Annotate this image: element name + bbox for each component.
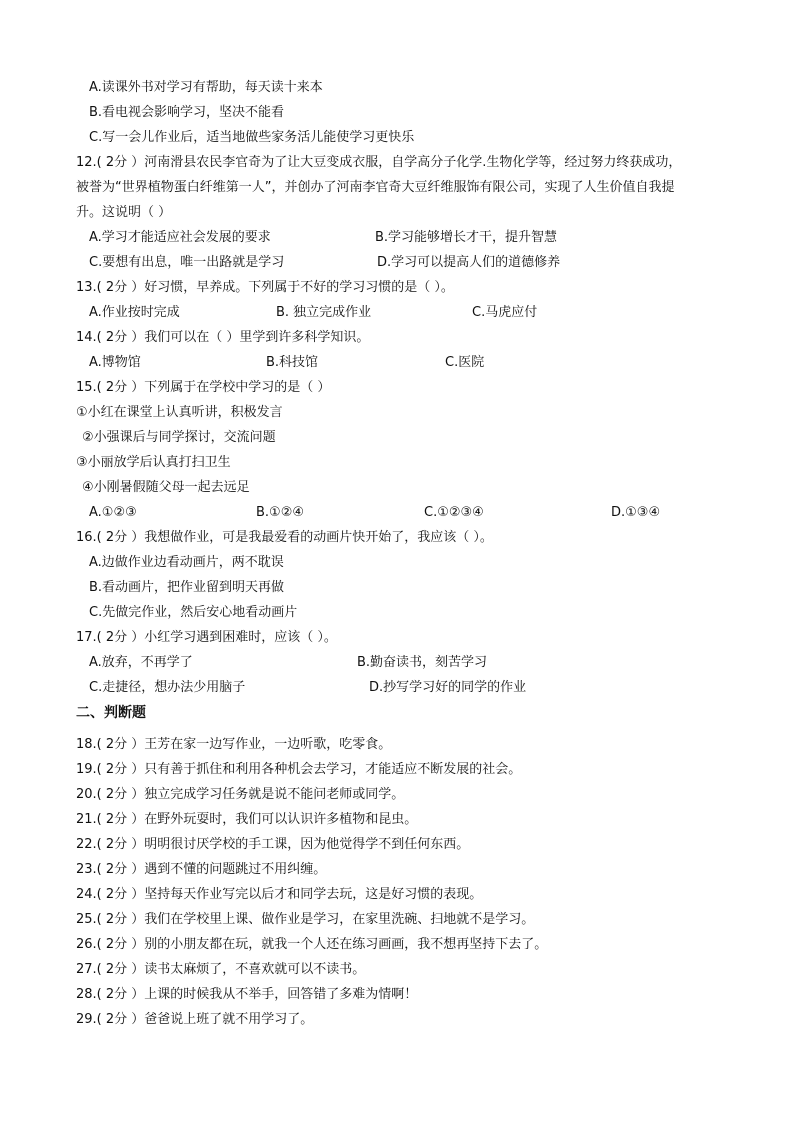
q16-option-b: B.看动画片，把作业留到明天再做 [89,580,285,595]
q14-option-c: C.医院 [445,355,485,370]
section-title-judgment: 二、判断题 [76,705,146,721]
judgment-item: 28.( 2分 ）上课的时候我从不举手，回答错了多难为情啊！ [76,987,418,1002]
q17-option-a: A.放弃，不再学了 [89,655,193,670]
judgment-item: 21.( 2分 ）在野外玩耍时，我们可以认识许多植物和昆虫。 [76,812,418,827]
q12-option-c: C.要想有出息，唯一出路就是学习 [89,255,285,270]
q15-stem: 15.( 2分 ）下列属于在学校中学习的是（ ） [76,380,331,395]
q14-stem: 14.( 2分 ）我们可以在（ ）里学到许多科学知识。 [76,330,370,345]
q15-option-c: C.①②③④ [424,505,484,520]
q17-option-c: C.走捷径，想办法少用脑子 [89,680,246,695]
q12-option-b: B.学习能够增长才干，提升智慧 [375,230,558,245]
q15-option-b: B.①②④ [256,505,305,520]
q17-option-b: B.勤奋读书，刻苦学习 [357,655,488,670]
q17-stem: 17.( 2分 ）小红学习遇到困难时，应该（ ）。 [76,630,337,645]
q15-item-1: ①小红在课堂上认真听讲，积极发言 [76,405,283,420]
judgment-item: 29.( 2分 ）爸爸说上班了就不用学习了。 [76,1012,314,1027]
q15-item-2: ②小强课后与同学探讨，交流问题 [82,430,276,445]
q12-stem-line2: 被誉为“世界植物蛋白纤维第一人”，并创办了河南李官奇大豆纤维服饰有限公司，实现了人生价值自我提 [76,180,675,195]
judgment-item: 26.( 2分 ）别的小朋友都在玩，就我一个人还在练习画画，我不想再坚持下去了。 [76,937,548,952]
q12-stem-line3: 升。这说明（ ） [76,205,172,220]
judgment-item: 25.( 2分 ）我们在学校里上课、做作业是学习，在家里洗碗、扫地就不是学习。 [76,912,535,927]
q16-option-a: A.边做作业边看动画片，两不耽误 [89,555,284,570]
q12-stem-line1: 12.( 2分 ）河南滑县农民李官奇为了让大豆变成衣服，自学高分子化学.生物化学等，经过努力终获成功， [76,155,682,170]
q15-item-3: ③小丽放学后认真打扫卫生 [76,455,231,470]
q16-option-c: C.先做完作业，然后安心地看动画片 [89,605,298,620]
q17-option-d: D.抄写学习好的同学的作业 [369,680,527,695]
judgment-item: 18.( 2分 ）王芳在家一边写作业，一边听歌，吃零食。 [76,737,392,752]
q11-option-c: C.写一会儿作业后，适当地做些家务活儿能使学习更快乐 [89,130,415,145]
q13-option-b: B. 独立完成作业 [276,305,372,320]
q15-option-d: D.①③④ [611,505,661,520]
q12-option-a: A.学习才能适应社会发展的要求 [89,230,271,245]
q13-stem: 13.( 2分 ）好习惯，早养成。下列属于不好的学习习惯的是（ ）。 [76,280,454,295]
judgment-item: 20.( 2分 ）独立完成学习任务就是说不能问老师或同学。 [76,787,405,802]
judgment-item: 27.( 2分 ）读书太麻烦了，不喜欢就可以不读书。 [76,962,366,977]
q16-stem: 16.( 2分 ）我想做作业，可是我最爱看的动画片快开始了，我应该（ ）。 [76,530,493,545]
q15-item-4: ④小刚暑假随父母一起去远足 [82,480,250,495]
q14-option-b: B.科技馆 [266,355,319,370]
judgment-item: 19.( 2分 ）只有善于抓住和利用各种机会去学习，才能适应不断发展的社会。 [76,762,522,777]
judgment-item: 24.( 2分 ）坚持每天作业写完以后才和同学去玩，这是好习惯的表现。 [76,887,483,902]
q11-option-a: A.读课外书对学习有帮助，每天读十来本 [89,80,323,95]
judgment-item: 22.( 2分 ）明明很讨厌学校的手工课，因为他觉得学不到任何东西。 [76,837,470,852]
q14-option-a: A.博物馆 [89,355,141,370]
q11-option-b: B.看电视会影响学习，坚决不能看 [89,105,285,120]
q15-option-a: A.①②③ [89,505,137,520]
q12-option-d: D.学习可以提高人们的道德修养 [377,255,561,270]
judgment-item: 23.( 2分 ）遇到不懂的问题跳过不用纠缠。 [76,862,327,877]
q13-option-c: C.马虎应付 [472,305,538,320]
q13-option-a: A.作业按时完成 [89,305,180,320]
